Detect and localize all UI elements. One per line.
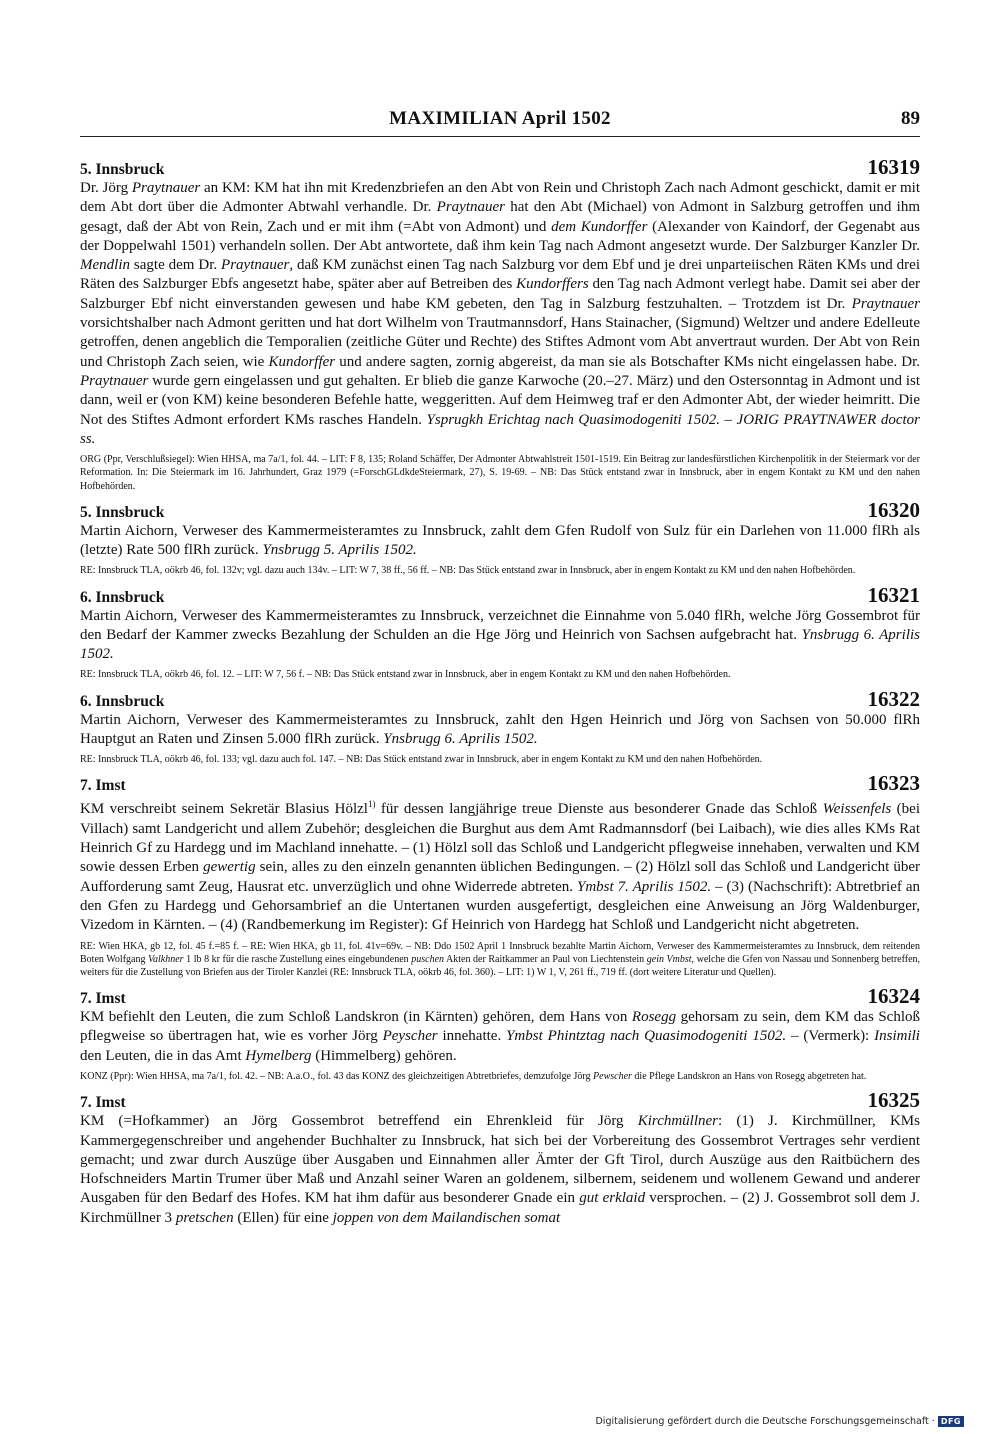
text-run: – (Vermerk): [786,1028,875,1045]
footer [595,1416,964,1427]
entry-number: 16322 [867,686,920,711]
entry-source-note [80,564,920,577]
entry-heading [80,582,920,607]
text-run: KM (=Hofkammer) an Jörg Gossembrot betreffend ein Ehrenkleid für Jörg [80,1113,638,1130]
entry-date-place: 7. Imst [80,777,126,795]
italic-text: Weissenfels [822,801,892,818]
entry-source-note [80,753,920,766]
text-run: RE: Innsbruck TLA, oökrb 46, fol. 133; vgl. dazu auch fol. 147. – NB: Das Stück entstand zwar in Innsbruck, aber in engem Kontakt zu KM und den nahen Hofbehörden. [80,754,763,766]
text-run: Martin Aichorn, Verweser des Kammermeisteramtes zu Innsbruck, verzeichnet die Einnahme von 5.040 flRh, welche Jörg Gossembrot für den Bedarf der Kammer zwecks Bezahlung der Schulden an die Hge Jörg und Heinrich von Sachsen aufgebracht hat. [80,607,920,643]
italic-text: Praytnauer [436,199,505,216]
entry-body [80,1008,920,1066]
text-run: (Ellen) für eine [233,1209,333,1226]
text-run: Akten der Raitkammer an Paul von Liechtenstein [444,953,647,965]
register-entry [80,582,920,682]
text-run: an KM: KM hat ihn mit Kredenzbriefen an den Abt von Rein und Christoph Zach nach Admont geschickt, damit er mit dem Abt dort über die Admonter Abtwahl verhandle. Dr. [80,180,920,216]
register-entry [80,686,920,767]
register-entry [80,986,920,1083]
entry-number: 16319 [867,155,920,179]
entry-heading [80,986,920,1008]
text-run: , welche die Gfen von Nassau und Sonnenberg betreffen, weiters für die Zustellung von Briefen aus der Tiroler Kanzlei (RE: Innsbruck TLA, oökrb 46, fol. 360). – LIT: 1) W 1, V, 261 ff., 719 ff. (dort weitere Literatur und Quellen). [80,953,921,978]
entry-body [80,711,920,750]
italic-text: Ymbst Phintztag nach Quasimodogeniti 1502. [506,1028,787,1045]
text-run: , daß KM zunächst einen Tag nach Salzburg vor dem Ebf und je drei unparteiischen Räten KMs und drei Räten des Salzburger Ebfs angesetzt habe, später aber auf Betreiben des [80,257,920,293]
text-run: Dr. Jörg [80,180,132,196]
italic-text: Praytnauer [80,372,149,389]
entry-source-note [80,940,920,980]
text-run: : (1) J. Kirchmüllner, KMs Kammergegenschreiber und angehender Buchhalter zu Innsbruck, hat sich bei der Vorbereitung des Gossembrot Vertrages sehr verdient gemacht; und zwar durch Auszüge über Ausgaben und Einnahmen aller Ämter der Gft Tirol, durch Auszüge aus den Raitbüchern des Hofschneiders Martin Trumer über Maß und Anzahl seiner Waren an goldenem, silbernem, seidenem und wollenem Gewand und anderer Ausgaben für den Bedarf des Hofes. KM hat ihm dafür aus besonderer Gnade ein [80,1113,920,1207]
entry-date-place: 6. Innsbruck [80,588,165,606]
italic-text: Insimili [874,1028,920,1045]
register-entry [80,157,920,493]
italic-text: Praytnauer [131,180,201,196]
italic-text: Hymelberg [245,1047,312,1064]
italic-text: dem Kundorffer [551,218,648,235]
text-run: gehorsam zu sein, dem KM das Schloß pflegweise so übertragen hat, wie es vorher Jörg [80,1009,920,1045]
entry-body [80,179,920,449]
footer-text: Digitalisierung gefördert durch die Deutsche Forschungsgemeinschaft · [595,1416,935,1427]
text-run: für dessen langjährige treue Dienste aus besonderer Gnade das Schloß [375,801,823,818]
text-run: 1 lb 8 kr für die rasche Zustellung eines eingebundenen [183,953,412,965]
italic-text: Kirchmüllner [637,1113,719,1130]
italic-text: Ynsbrugg 6. Aprilis 1502. [383,730,538,747]
entry-body [80,1112,920,1228]
entry-date-place: 5. Innsbruck [80,503,165,521]
text-run: – (3) (Nachschrift): Abtretbrief an den Gfen zu Hardegg und Gehorsambrief an die Untertanen wurden ausgefertigt, desgleichen eine Anweisung an Jörg Waldenburger, Vizedom in Kärnten. – (4) (Randbemerkung im Register): Gf Heinrich von Hardegg hat Schloß und Landgericht nicht abgetreten. [80,878,920,934]
text-run: ORG (Ppr, Verschlußsiegel): Wien HHSA, ma 7a/1, fol. 44. – LIT: F 8, 135; Roland Schäffer, Der Admonter Abtwahlstreit 1501-1519. Ein Beitrag zur landesfürstlichen Kirchenpolitik in der Steiermark vor der Reformation. In: Die Steiermark im 16. Jahrhundert, Graz 1979 (=ForschGLdkdeSteiermark, 27), S. 19-69. – NB: Das Stück entstand zwar in Innsbruck, aber in engem Kontakt zu KM und den nahen Hofbehörden. [80,454,920,492]
text-run: sagte dem Dr. [130,257,222,274]
text-run: (Himmelberg) gehören. [311,1047,457,1064]
italic-text: Kundorffer [268,353,336,370]
text-run: KM verschreibt seinem Sekretär Blasius Hölzl [80,801,368,818]
italic-text: Pewscher [593,1071,632,1083]
text-run: (bei Villach) samt Landgericht und allem Zubehör; desgleichen die Burghut aus dem Amt Radmannsdorf (bei Laibach), wie dies alles KMs Rat Heinrich Gf zu Hardegg und im Machland innehatte. – (1) Hölzl soll das Schloß und Landgericht pflegweise innehaben, verwalten und KM sowie dessen Erben [80,801,920,876]
entry-number: 16320 [867,497,920,522]
italic-text: Peyscher [382,1028,438,1045]
text-run: Martin Aichorn, Verweser des Kammermeisteramtes zu Innsbruck, zahlt den Hgen Heinrich und Jörg von Sachsen von 50.000 flRh Hauptgut an Raten und Zinsen 5.000 flRh zurück. [80,711,920,747]
text-run: wurde gern eingelassen und gut gehalten. Er blieb die ganze Karwoche (20.–27. März) und den Ostersonntag in Admont und ist dann, weil er (von KM) keine besonderen Befehle hatte, weggeritten. Auf dem Heimweg traf er den Admonter Abt, der wieder heimritt. Die Not des Stiftes Admont erfordert KMs rasches Handeln. [80,372,920,428]
entry-date-place: 7. Imst [80,990,126,1008]
italic-text: Kundorffers [516,276,589,293]
italic-text: gewertig [203,859,256,876]
entry-heading [80,1090,920,1112]
entry-number: 16323 [867,771,920,796]
entry-source-note [80,1070,920,1083]
header-title: MAXIMILIAN April 1502 [389,108,611,129]
text-run: RE: Innsbruck TLA, oökrb 46, fol. 12. – LIT: W 7, 56 f. – NB: Das Stück entstand zwar in Innsbruck, aber in engem Kontakt zu KM und den nahen Hofbehörden. [80,669,731,681]
entry-heading [80,773,920,795]
running-header [80,108,920,136]
italic-text: Ysprugkh Erichtag nach Quasimodogeniti 1502. – JORIG PRAYTNAWER doctor ss. [80,411,920,447]
entry-heading [80,686,920,711]
text-run: RE: Innsbruck TLA, oökrb 46, fol. 132v; vgl. dazu auch 134v. – LIT: W 7, 38 ff., 56 ff. – NB: Das Stück entstand zwar in Innsbruck, aber in engem Kontakt zu KM und den nahen Hofbehörden. [80,565,856,577]
italic-text: pretschen [175,1209,234,1226]
register-entry [80,1090,920,1228]
entry-number: 16324 [867,984,920,1009]
italic-text: puschen [411,953,445,965]
entry-number: 16321 [867,582,920,607]
entry-heading [80,497,920,522]
italic-text: joppen von dem Mailandischen somat [332,1209,561,1226]
text-run: versprochen. – (2) J. Gossembrot soll dem J. Kirchmüllner 3 [80,1190,920,1226]
italic-text: Praytnauer [221,257,290,274]
italic-text: gut erklaid [579,1190,646,1207]
italic-text: Rosegg [631,1009,677,1026]
entry-source-note [80,453,920,493]
text-run: sein, alles zu den einzeln genannten üblichen Bedingungen. – (2) Hölzl soll das Schloß und Landgericht über Aufforderung samt Zeug, Hausrat etc. unverzüglich und ohne Widerrede abtreten. [80,859,920,895]
dfg-logo: DFG [938,1416,964,1427]
entry-date-place: 6. Innsbruck [80,692,165,710]
entry-source-note [80,668,920,681]
italic-text: Ynsbrugg 6. Aprilis 1502. [80,626,920,663]
entry-date-place: 5. Innsbruck [80,161,165,178]
text-run: RE: Wien HKA, gb 12, fol. 45 f.=85 f. – RE: Wien HKA, gb 11, fol. 41v=69v. – NB: Ddo 1502 April 1 Innsbruck bezahlte Martin Aichorn, Verweser des Kammermeisteramtes zu Innsbruck, dem reitenden Boten Wolfgang [80,940,920,965]
entry-heading [80,157,920,179]
text-run: und andere sagten, zornig abgereist, da man sie als Botschafter KMs nicht eingelassen habe. Dr. [335,353,920,370]
entry-body [80,607,920,665]
entry-number: 16325 [867,1088,920,1113]
italic-text: Mendlin [80,257,130,274]
text-run: (Alexander von Kaindorf, der Gegenabt aus der Doppelwahl 1501) verhandeln sollen. Der Abt antwortete, daß ihm kein Tag nach Admont angesetzt wurde. Der Salzburger Kanzler Dr. [80,218,920,254]
text-run: Martin Aichorn, Verweser des Kammermeisteramtes zu Innsbruck, zahlt dem Gfen Rudolf von Sulz für ein Darlehen von 11.000 flRh als (letzte) Rate 500 flRh zurück. [80,522,920,559]
text-run: hat den Abt (Michael) von Admont in Salzburg getroffen und ihm gesagt, daß der Abt von Rein, Zach und er mit ihm (=Abt von Admont) und [80,199,920,235]
register-entry [80,773,920,979]
entries-list [80,157,920,1235]
register-entry [80,497,920,578]
italic-text: Valkhner [148,953,184,965]
entry-body [80,795,920,935]
entry-date-place: 7. Imst [80,1094,126,1112]
italic-text: Ynsbrugg 5. Aprilis 1502. [262,542,417,559]
text-run: vorsichtshalber nach Admont geritten und hat dort Wilhelm von Trautmannsdorf, Hans Stainacher, (Sigmund) Weltzer und andere Edelleute getroffen, denen angeblich die Temporalien (zeitliche Güter und Rechte) des Stiftes Admont vom Abt anvertraut wurden. Der Abt von Rein und Christoph Zach seien, wie [80,315,920,370]
text-run: innehatte. [437,1028,507,1045]
footnote-marker: 1) [367,799,376,810]
italic-text: Ymbst 7. Aprilis 1502. [577,878,712,895]
italic-text: gein Vmbst [646,953,692,965]
text-run: KONZ (Ppr): Wien HHSA, ma 7a/1, fol. 42. – NB: A.a.O., fol. 43 das KONZ des gleichzeitigen Abtretbriefes, demzufolge Jörg [80,1071,594,1083]
header-rule [80,136,920,137]
entry-body [80,522,920,561]
page-number: 89 [901,108,920,129]
text-run: die Pflege Landskron an Hans von Rosegg abgetreten hat. [631,1071,867,1083]
text-run: den Leuten, die in das Amt [80,1047,246,1064]
text-run: KM befiehlt den Leuten, die zum Schloß Landskron (in Kärnten) gehören, dem Hans von [80,1009,632,1026]
italic-text: Praytnauer [851,295,920,312]
text-run: den Tag nach Admont verlegt habe. Damit sei aber der Salzburger Ebf nicht einverstanden gewesen und habe KM gebeten, den Tag in Salzburg festzuhalten. – Trotzdem ist Dr. [80,276,920,312]
